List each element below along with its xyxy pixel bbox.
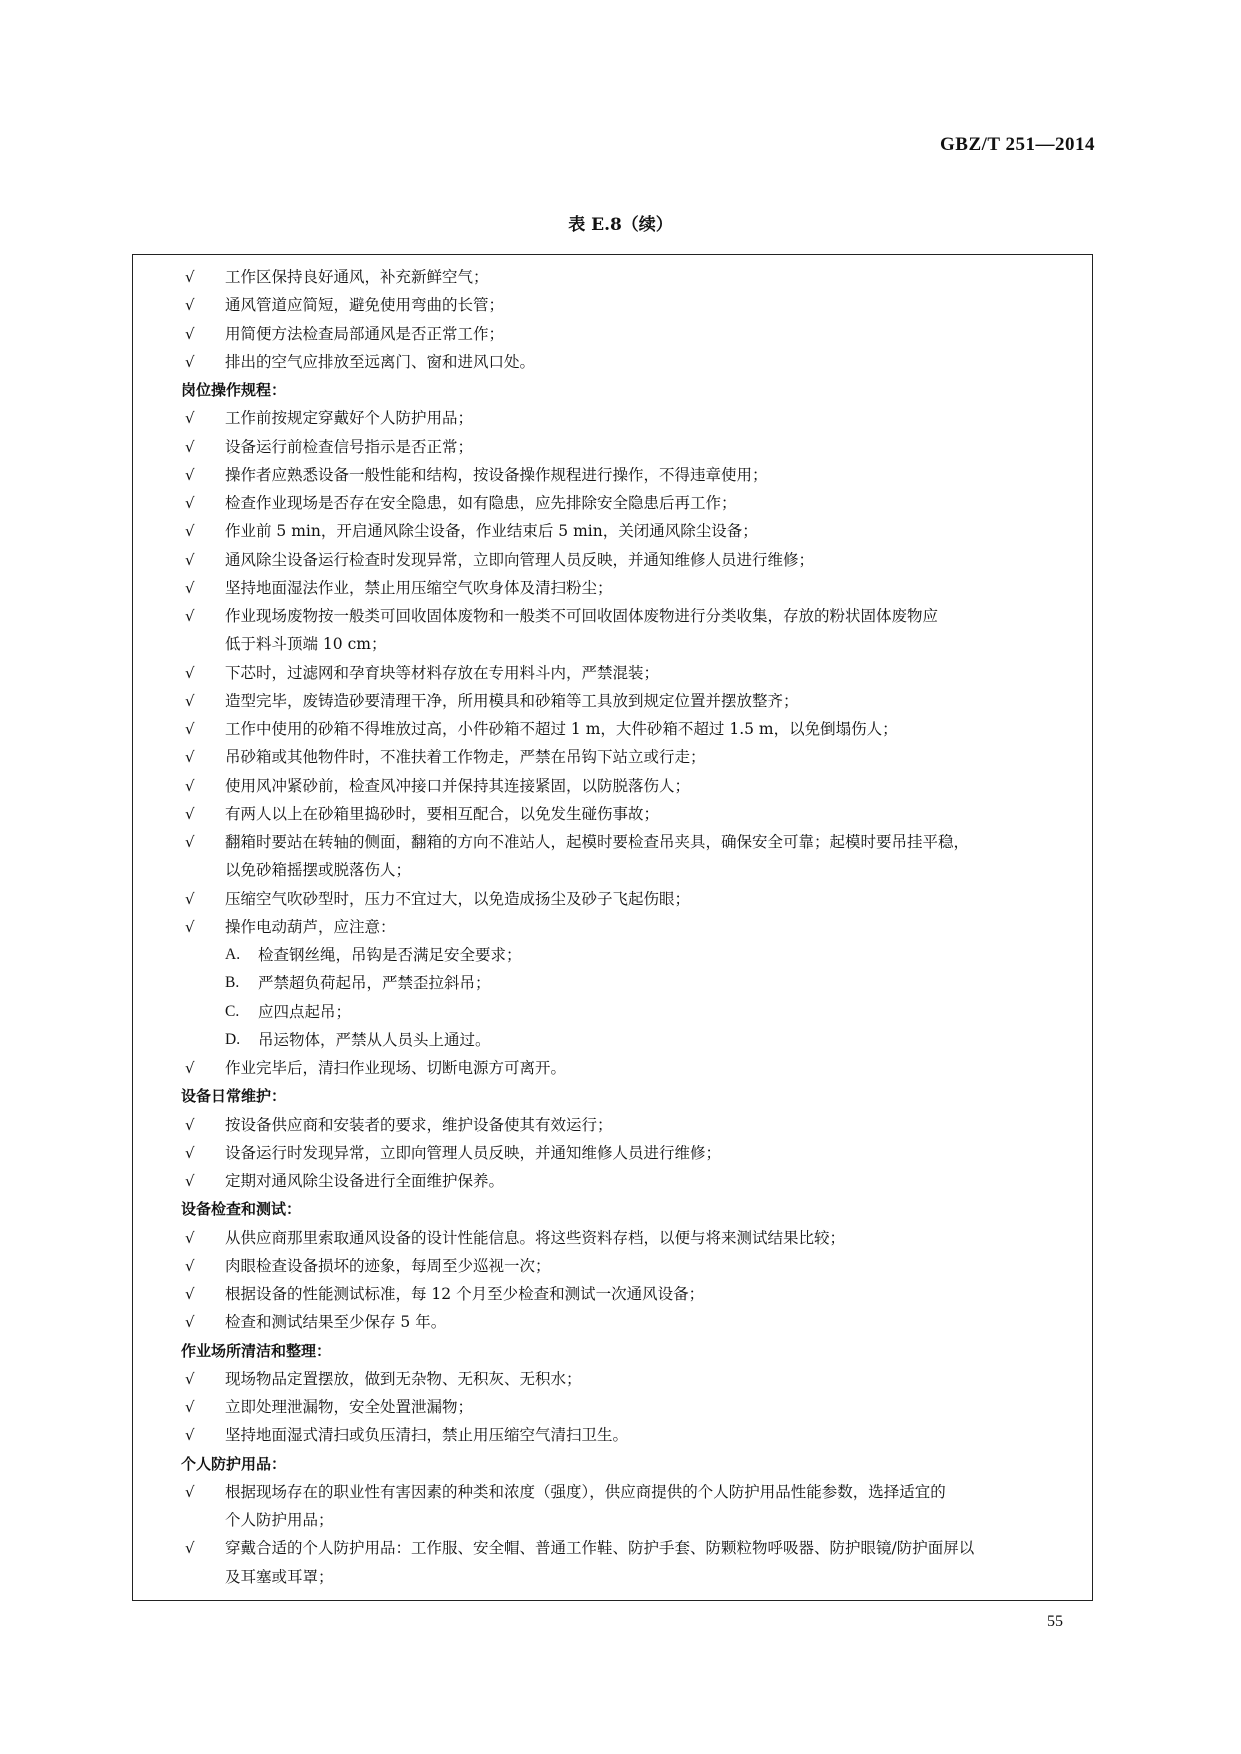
check-mark-icon: √ bbox=[185, 550, 195, 569]
list-item bbox=[133, 1365, 1092, 1393]
check-mark-icon: √ bbox=[185, 1115, 195, 1134]
check-mark-icon: √ bbox=[185, 324, 195, 343]
item-text: 检查钢丝绳，吊钩是否满足安全要求； bbox=[258, 946, 522, 964]
check-mark-icon: √ bbox=[185, 465, 195, 484]
item-text: 操作者应熟悉设备一般性能和结构，按设备操作规程进行操作，不得违章使用； bbox=[225, 465, 768, 484]
item-text: 设备运行时发现异常，立即向管理人员反映，并通知维修人员进行维修； bbox=[225, 1143, 722, 1162]
table-content bbox=[133, 263, 1092, 1591]
item-text: 造型完毕，废铸造砂要清理干净，所用模具和砂箱等工具放到规定位置并摆放整齐； bbox=[225, 691, 799, 710]
list-item bbox=[133, 461, 1092, 489]
list-item bbox=[133, 941, 1092, 969]
item-text: 以免砂箱摇摆或脱落伤人； bbox=[225, 861, 412, 880]
check-mark-icon: √ bbox=[185, 268, 195, 286]
check-mark-icon: √ bbox=[185, 522, 195, 541]
item-text: 工作中使用的砂箱不得堆放过高，小件砂箱不超过 1 m，大件砂箱不超过 1.5 m，以免倒塌伤人； bbox=[225, 720, 898, 738]
check-mark-icon: √ bbox=[185, 296, 195, 315]
check-mark-icon: √ bbox=[185, 1313, 195, 1332]
section-heading-text: 设备日常维护： bbox=[181, 1087, 287, 1106]
item-text: 通风管道应简短，避免使用弯曲的长管； bbox=[225, 296, 505, 315]
list-item bbox=[133, 1111, 1092, 1139]
check-mark-icon: √ bbox=[185, 1539, 195, 1558]
check-mark-icon: √ bbox=[185, 494, 195, 512]
list-item bbox=[133, 772, 1092, 800]
list-item bbox=[133, 800, 1092, 828]
check-mark-icon: √ bbox=[185, 352, 195, 371]
check-mark-icon: √ bbox=[185, 748, 195, 767]
check-mark-icon: √ bbox=[185, 1369, 195, 1388]
item-text: 下芯时，过滤网和孕育块等材料存放在专用料斗内，严禁混装； bbox=[225, 663, 660, 682]
list-item bbox=[133, 404, 1092, 432]
item-text: 工作区保持良好通风，补充新鲜空气； bbox=[225, 268, 489, 286]
list-item bbox=[133, 1252, 1092, 1280]
check-mark-icon: √ bbox=[185, 691, 195, 710]
list-item bbox=[133, 517, 1092, 545]
list-item bbox=[133, 856, 1092, 884]
section-heading bbox=[133, 376, 1092, 404]
item-text: 设备运行前检查信号指示是否正常； bbox=[225, 437, 474, 456]
list-item bbox=[133, 1393, 1092, 1421]
item-text: 定期对通风除尘设备进行全面维护保养。 bbox=[225, 1172, 505, 1190]
list-item bbox=[133, 998, 1092, 1026]
item-text: 坚持地面湿法作业，禁止用压缩空气吹身体及清扫粉尘； bbox=[225, 578, 613, 597]
check-mark-icon: √ bbox=[185, 1256, 195, 1275]
list-item bbox=[133, 546, 1092, 574]
check-mark-icon: √ bbox=[185, 663, 195, 682]
list-item bbox=[133, 659, 1092, 687]
item-text: 排出的空气应排放至远离门、窗和进风口处。 bbox=[225, 352, 536, 371]
check-mark-icon: √ bbox=[185, 776, 195, 795]
item-text: 通风除尘设备运行检查时发现异常，立即向管理人员反映，并通知维修人员进行维修； bbox=[225, 550, 815, 569]
list-item bbox=[133, 1563, 1092, 1591]
item-text: 肉眼检查设备损坏的迹象，每周至少巡视一次； bbox=[225, 1256, 551, 1275]
section-heading bbox=[133, 1082, 1092, 1110]
list-item bbox=[133, 1224, 1092, 1252]
item-text: 压缩空气吹砂型时，压力不宜过大，以免造成扬尘及砂子飞起伤眼； bbox=[225, 889, 691, 908]
list-item bbox=[133, 1478, 1092, 1506]
check-mark-icon: √ bbox=[185, 1398, 195, 1416]
list-item bbox=[133, 1421, 1092, 1449]
list-item bbox=[133, 263, 1092, 291]
check-mark-icon: √ bbox=[185, 1285, 195, 1303]
list-item bbox=[133, 433, 1092, 461]
item-text: 现场物品定置摆放，做到无杂物、无积灰、无积水； bbox=[225, 1369, 582, 1388]
item-text: 低于料斗顶端 10 cm； bbox=[225, 635, 387, 654]
list-item bbox=[133, 574, 1092, 602]
item-text: 翻箱时要站在转轴的侧面，翻箱的方向不准站人，起模时要检查吊夹具，确保安全可靠；起模时要吊挂平稳， bbox=[225, 833, 970, 851]
check-mark-icon: √ bbox=[185, 1143, 195, 1162]
item-text: 应四点起吊； bbox=[258, 1002, 352, 1021]
item-text: 按设备供应商和安装者的要求，维护设备使其有效运行； bbox=[225, 1115, 613, 1134]
section-heading-text: 岗位操作规程： bbox=[181, 381, 287, 399]
list-item bbox=[133, 1534, 1092, 1562]
item-text: 作业现场废物按一般类可回收固体废物和一般类不可回收固体废物进行分类收集，存放的粉状固体废物应 bbox=[225, 607, 939, 625]
list-item bbox=[133, 1308, 1092, 1336]
item-text: 根据设备的性能测试标准，每 12 个月至少检查和测试一次通风设备； bbox=[225, 1285, 705, 1303]
check-mark-icon: √ bbox=[185, 804, 195, 823]
section-heading bbox=[133, 1450, 1092, 1478]
item-text: 检查作业现场是否存在安全隐患，如有隐患，应先排除安全隐患后再工作； bbox=[225, 494, 737, 512]
item-text: 穿戴合适的个人防护用品：工作服、安全帽、普通工作鞋、防护手套、防颗粒物呼吸器、防护眼镜/防护面屏以 bbox=[225, 1539, 975, 1558]
check-mark-icon: √ bbox=[185, 917, 195, 936]
check-mark-icon: √ bbox=[185, 1482, 195, 1501]
item-text: 用简便方法检查局部通风是否正常工作； bbox=[225, 324, 505, 343]
check-mark-icon: √ bbox=[185, 437, 195, 456]
list-item bbox=[133, 969, 1092, 997]
check-mark-icon: √ bbox=[185, 1059, 195, 1077]
sub-item-letter: C. bbox=[225, 1002, 240, 1020]
list-item bbox=[133, 291, 1092, 319]
check-mark-icon: √ bbox=[185, 607, 195, 625]
section-heading bbox=[133, 1195, 1092, 1223]
item-text: 吊砂箱或其他物件时，不准扶着工作物走，严禁在吊钩下站立或行走； bbox=[225, 748, 706, 767]
item-text: 使用风冲紧砂前，检查风冲接口并保持其连接紧固，以防脱落伤人； bbox=[225, 776, 691, 795]
list-item bbox=[133, 687, 1092, 715]
list-item bbox=[133, 1139, 1092, 1167]
item-text: 立即处理泄漏物，安全处置泄漏物； bbox=[225, 1398, 474, 1416]
check-mark-icon: √ bbox=[185, 1426, 195, 1445]
table-frame bbox=[132, 254, 1093, 1601]
list-item bbox=[133, 489, 1092, 517]
section-heading-text: 作业场所清洁和整理： bbox=[181, 1341, 332, 1360]
list-item bbox=[133, 1026, 1092, 1054]
list-item bbox=[133, 715, 1092, 743]
item-text: 作业完毕后，清扫作业现场、切断电源方可离开。 bbox=[225, 1059, 567, 1077]
list-item bbox=[133, 1167, 1092, 1195]
item-text: 检查和测试结果至少保存 5 年。 bbox=[225, 1313, 447, 1332]
check-mark-icon: √ bbox=[185, 409, 195, 428]
list-item bbox=[133, 1054, 1092, 1082]
sub-item-letter: D. bbox=[225, 1030, 241, 1048]
table-caption: 表 E.8（续） bbox=[568, 215, 673, 235]
section-heading-text: 设备检查和测试： bbox=[181, 1200, 302, 1219]
item-text: 有两人以上在砂箱里捣砂时，要相互配合，以免发生碰伤事故； bbox=[225, 804, 660, 823]
check-mark-icon: √ bbox=[185, 889, 195, 908]
item-text: 坚持地面湿式清扫或负压清扫，禁止用压缩空气清扫卫生。 bbox=[225, 1426, 629, 1445]
item-text: 从供应商那里索取通风设备的设计性能信息。将这些资料存档，以便与将来测试结果比较； bbox=[225, 1228, 846, 1247]
item-text: 及耳塞或耳罩； bbox=[225, 1567, 334, 1586]
list-item bbox=[133, 913, 1092, 941]
section-heading bbox=[133, 1337, 1092, 1365]
item-text: 作业前 5 min，开启通风除尘设备，作业结束后 5 min，关闭通风除尘设备； bbox=[225, 522, 758, 541]
section-heading-text: 个人防护用品： bbox=[181, 1454, 287, 1473]
sub-item-letter: B. bbox=[225, 974, 240, 992]
list-item bbox=[133, 885, 1092, 913]
page-number: 55 bbox=[1047, 1613, 1063, 1630]
list-item bbox=[133, 743, 1092, 771]
item-text: 操作电动葫芦，应注意： bbox=[225, 917, 396, 936]
item-text: 吊运物体，严禁从人员头上通过。 bbox=[258, 1030, 491, 1049]
check-mark-icon: √ bbox=[185, 720, 195, 738]
list-item bbox=[133, 828, 1092, 856]
check-mark-icon: √ bbox=[185, 578, 195, 597]
list-item bbox=[133, 602, 1092, 630]
list-item bbox=[133, 348, 1092, 376]
list-item bbox=[133, 630, 1092, 658]
list-item bbox=[133, 320, 1092, 348]
sub-item-letter: A. bbox=[225, 946, 241, 963]
list-item bbox=[133, 1506, 1092, 1534]
item-text: 工作前按规定穿戴好个人防护用品； bbox=[225, 409, 474, 428]
list-item bbox=[133, 1280, 1092, 1308]
item-text: 个人防护用品； bbox=[225, 1511, 334, 1529]
item-text: 根据现场存在的职业性有害因素的种类和浓度（强度），供应商提供的个人防护用品性能参数，选择适宜的 bbox=[225, 1482, 946, 1501]
item-text: 严禁超负荷起吊，严禁歪拉斜吊； bbox=[258, 974, 491, 993]
check-mark-icon: √ bbox=[185, 833, 195, 851]
standard-code: GBZ/T 251—2014 bbox=[940, 134, 1095, 155]
check-mark-icon: √ bbox=[185, 1172, 195, 1190]
check-mark-icon: √ bbox=[185, 1228, 195, 1247]
